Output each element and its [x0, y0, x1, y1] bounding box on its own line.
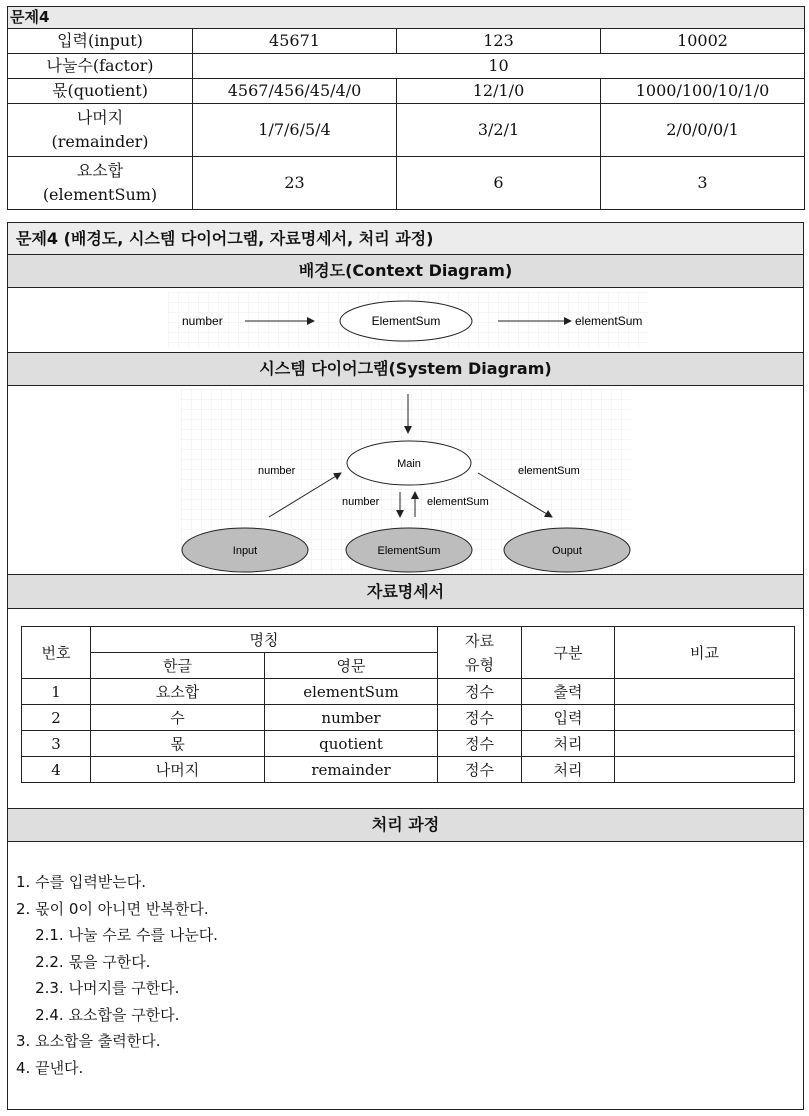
cell-korean: 몫: [91, 731, 265, 757]
table-row: [22, 757, 795, 783]
cell-no: 3: [22, 731, 91, 757]
table-row: [22, 705, 795, 731]
elementsum-cell: 3: [601, 157, 805, 210]
cell-category: 출력: [522, 679, 615, 705]
spec-heading: 자료명세서: [8, 574, 803, 609]
elementsum-cell: 23: [193, 157, 397, 210]
context-diagram: [168, 292, 648, 348]
context-diagram-heading: 배경도(Context Diagram): [8, 254, 803, 288]
header-type-line: 유형: [465, 655, 494, 674]
flow-elementsum-up: elementSum: [427, 496, 489, 508]
header-no: 번호: [22, 627, 91, 679]
system-diagram-heading: 시스템 다이어그램(System Diagram): [8, 352, 803, 386]
cell-note: [615, 705, 795, 731]
process-step: 2. 몫이 0이 아니면 반복한다.: [16, 899, 209, 918]
elementsum-node-label: ElementSum: [377, 545, 441, 557]
context-process-label: ElementSum: [371, 314, 441, 328]
section-title: 문제4 (배경도, 시스템 다이어그램, 자료명세서, 처리 과정): [8, 223, 803, 255]
header-name: 명칭: [91, 627, 438, 653]
cell-type: 정수: [438, 679, 522, 705]
process-step: 2.2. 몫을 구한다.: [16, 952, 151, 971]
cell-korean: 요소합: [91, 679, 265, 705]
row-label-factor: 나눌수(factor): [8, 54, 193, 79]
quotient-cell: 12/1/0: [397, 79, 601, 104]
cell-category: 입력: [522, 705, 615, 731]
cell-no: 2: [22, 705, 91, 731]
row-label-elementsum: [8, 157, 193, 210]
process-step: 2.3. 나머지를 구한다.: [16, 979, 180, 997]
cell-category: 처리: [522, 757, 615, 783]
header-category: 구분: [522, 627, 615, 679]
table-row: [22, 679, 795, 705]
process-step: 4. 끝낸다.: [16, 1058, 84, 1077]
label-line: 나머지: [76, 108, 124, 127]
data-spec-table: [21, 626, 795, 783]
input-cell: 10002: [601, 29, 805, 54]
problem-title: 문제4: [8, 7, 805, 29]
cell-note: [615, 679, 795, 705]
cell-category: 처리: [522, 731, 615, 757]
context-output-label: elementSum: [575, 314, 643, 328]
cell-english: elementSum: [265, 679, 438, 705]
process-heading: 처리 과정: [8, 808, 803, 842]
process-step: 3. 요소합을 출력한다.: [16, 1032, 161, 1050]
header-english: 영문: [265, 653, 438, 679]
process-steps: [16, 869, 218, 1081]
remainder-cell: 3/2/1: [397, 104, 601, 157]
cell-english: number: [265, 705, 438, 731]
input-node-label: Input: [232, 545, 258, 557]
remainder-cell: 1/7/6/5/4: [193, 104, 397, 157]
cell-english: remainder: [265, 757, 438, 783]
label-line: (remainder): [51, 132, 149, 151]
design-document: [7, 222, 804, 1110]
table-row: [22, 731, 795, 757]
flow-number-left: number: [258, 465, 296, 477]
input-cell: 45671: [193, 29, 397, 54]
row-label-remainder: [8, 104, 193, 157]
problem-table: [7, 6, 805, 210]
quotient-cell: 1000/100/10/1/0: [601, 79, 805, 104]
header-note: 비교: [615, 627, 795, 679]
main-node-label: Main: [397, 458, 421, 470]
process-step: 1. 수를 입력받는다.: [16, 873, 147, 891]
elementsum-cell: 6: [397, 157, 601, 210]
cell-no: 1: [22, 679, 91, 705]
cell-type: 정수: [438, 731, 522, 757]
cell-note: [615, 757, 795, 783]
process-step: 2.4. 요소합을 구한다.: [16, 1005, 180, 1024]
cell-no: 4: [22, 757, 91, 783]
input-cell: 123: [397, 29, 601, 54]
cell-korean: 나머지: [91, 757, 265, 783]
header-type-line: 자료: [465, 631, 494, 650]
cell-type: 정수: [438, 757, 522, 783]
remainder-cell: 2/0/0/0/1: [601, 104, 805, 157]
process-step: 2.1. 나눌 수로 수를 나눈다.: [16, 926, 218, 944]
quotient-cell: 4567/456/45/4/0: [193, 79, 397, 104]
header-type: [438, 627, 522, 679]
label-line: (elementSum): [42, 185, 158, 204]
system-diagram: [181, 389, 631, 573]
cell-english: quotient: [265, 731, 438, 757]
row-label-input: 입력(input): [8, 29, 193, 54]
output-node-label: Ouput: [552, 545, 582, 557]
row-label-quotient: 몫(quotient): [8, 79, 193, 104]
cell-korean: 수: [91, 705, 265, 731]
cell-note: [615, 731, 795, 757]
flow-number-down: number: [342, 496, 380, 508]
header-korean: 한글: [91, 653, 265, 679]
cell-type: 정수: [438, 705, 522, 731]
label-line: 요소합: [76, 161, 124, 180]
context-input-label: number: [182, 314, 223, 328]
flow-elementsum-right: elementSum: [518, 465, 580, 477]
factor-cell: 10: [193, 54, 805, 79]
